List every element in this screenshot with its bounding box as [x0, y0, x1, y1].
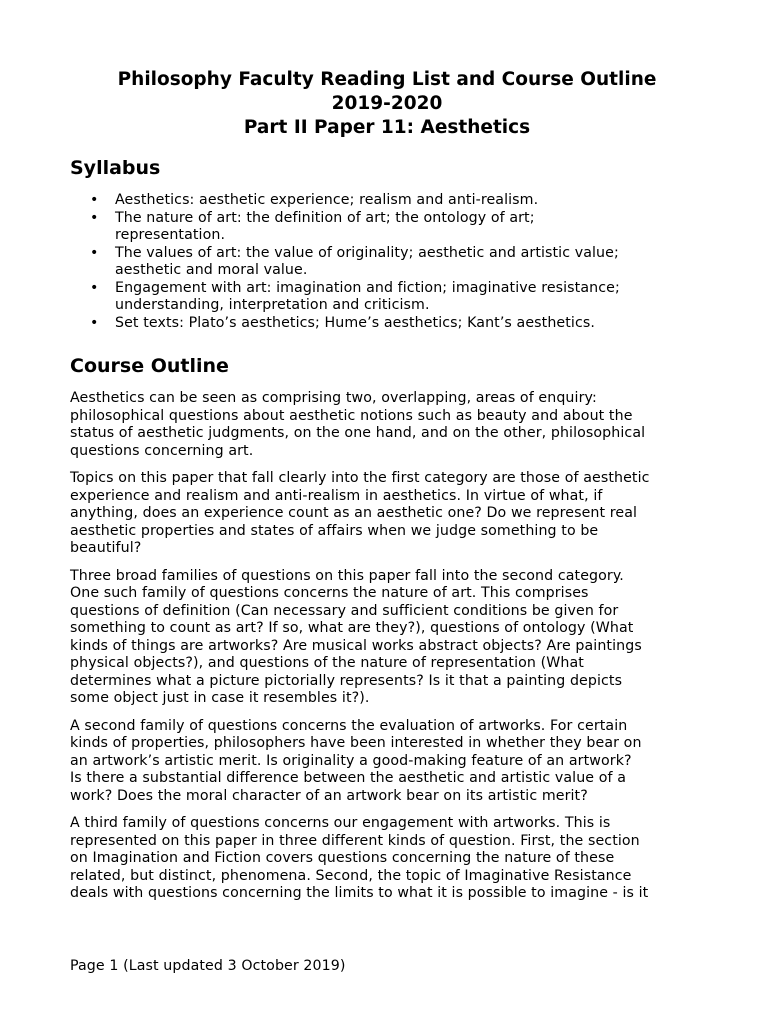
syllabus-heading: Syllabus — [70, 157, 161, 179]
syllabus-list — [70, 192, 704, 332]
syllabus-item: • The nature of art: the definition of art; the ontology of art; representation. — [115, 210, 704, 245]
syllabus-item: • Aesthetics: aesthetic experience; realism and anti-realism. — [115, 192, 704, 210]
syllabus-item: • Engagement with art: imagination and fiction; imaginative resistance; understanding, interpretation and criticism. — [115, 280, 704, 315]
syllabus-item: • The values of art: the value of originality; aesthetic and artistic value; aesthetic and moral value. — [115, 245, 704, 280]
title-line-2: 2019-2020 — [331, 93, 443, 114]
document-title — [70, 68, 704, 140]
title-line-3: Part II Paper 11: Aesthetics — [243, 117, 531, 138]
course-outline-heading: Course Outline — [70, 355, 229, 377]
document-page — [70, 68, 704, 913]
syllabus-item: • Set texts: Plato’s aesthetics; Hume’s aesthetics; Kant’s aesthetics. — [115, 315, 704, 333]
outline-paragraph: Three broad families of questions on this paper fall into the second category. One such family of questions concerns the nature of art. This comprises questions of definition (Can necessary and sufficient conditions be given for something to count as art? If so, what are they?), questions of ontology (What kinds of things are artworks? Are musical works abstract objects? Are paintings physical objects?), and questions of the nature of representation (What determines what a picture pictorially represents? Is it that a painting depicts some object just in case it resembles it?). — [70, 567, 642, 706]
page-footer: Page 1 (Last updated 3 October 2019) — [70, 958, 346, 974]
title-line-1: Philosophy Faculty Reading List and Course Outline — [117, 69, 657, 90]
outline-paragraph: A second family of questions concerns the evaluation of artworks. For certain kinds of properties, philosophers have been interested in whether they bear on an artwork’s artistic merit. Is originality a good-making feature of an artwork? Is there a substantial difference between the aesthetic and artistic value of a work? Does the moral character of an artwork bear on its artistic merit? — [70, 717, 642, 804]
outline-paragraph: A third family of questions concerns our engagement with artworks. This is represented on this paper in three different kinds of question. First, the section on Imagination and Fiction covers questions concerning the nature of these related, but distinct, phenomena. Second, the topic of Imaginative Resistance deals with questions concerning the limits to what it is possible to imagine - is it — [70, 815, 649, 901]
outline-paragraph: Topics on this paper that fall clearly into the first category are those of aesthetic experience and realism and anti-realism in aesthetics. In virtue of what, if anything, does an experience count as an aesthetic one? Do we represent real aesthetic properties and states of affairs when we judge something to be beautiful? — [70, 470, 650, 556]
outline-paragraph: Aesthetics can be seen as comprising two, overlapping, areas of enquiry: philosophical questions about aesthetic notions such as beauty and about the status of aesthetic judgments, on the one hand, and on the other, philosophical questions concerning art. — [70, 390, 646, 459]
